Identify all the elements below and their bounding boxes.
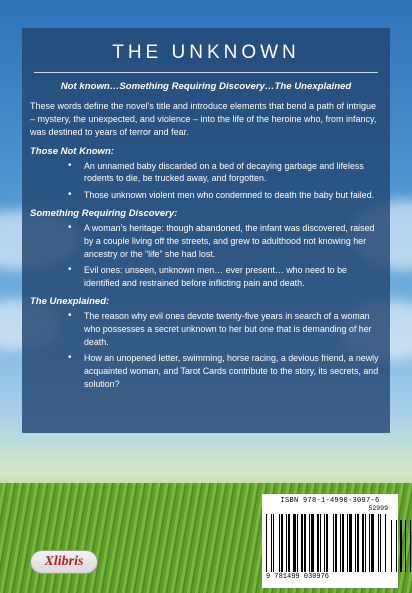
barcode-bar	[275, 514, 278, 572]
barcode-bar	[403, 520, 404, 572]
barcode-bar	[391, 520, 392, 572]
barcode-bar	[266, 514, 267, 572]
barcode-bar	[357, 514, 359, 572]
isbn-number: ISBN 978-1-4990-3097-6	[280, 497, 380, 505]
barcode-bar	[307, 514, 308, 572]
barcode-bar	[342, 514, 344, 572]
barcode-bar	[345, 514, 346, 572]
title-divider	[34, 72, 378, 73]
barcode-bar	[299, 514, 300, 572]
section-heading: Something Requiring Discovery:	[30, 208, 178, 219]
list-item: • The reason why evil ones devote twenty-five years in search of a woman who possesses a secret unknown to her but one that is demanding of her death.	[84, 310, 382, 348]
barcode-bar	[279, 514, 280, 572]
barcode-bar	[410, 520, 411, 572]
barcode-bar	[291, 514, 292, 572]
barcode-bar	[375, 514, 377, 572]
isbn-barcode	[262, 494, 398, 588]
barcode-bar	[304, 514, 306, 572]
barcode-bar	[324, 514, 325, 572]
barcode-bar	[362, 514, 364, 572]
barcode-bar	[369, 514, 370, 572]
barcode-bar	[347, 514, 348, 572]
barcode-digits: 9 781499 030976	[266, 573, 330, 581]
section-list	[30, 310, 382, 391]
barcode-bars	[266, 514, 394, 572]
barcode-bar	[315, 514, 316, 572]
main-barcode	[266, 514, 387, 572]
section-list	[30, 222, 382, 290]
barcode-bar	[284, 514, 285, 572]
barcode-bar	[400, 520, 402, 572]
price-code: 52999	[368, 505, 388, 512]
barcode-bar	[317, 514, 319, 572]
list-item: • Those unknown violent men who condemned to death the baby but failed.	[84, 189, 382, 202]
list-item: • Evil ones: unseen, unknown men… ever present… who need to be identified and restrained before inflicting pain and death.	[84, 264, 382, 290]
barcode-bar	[326, 514, 328, 572]
barcode-bar	[393, 520, 395, 572]
barcode-bar	[378, 514, 379, 572]
barcode-bar	[385, 514, 386, 572]
barcode-bar	[329, 514, 332, 572]
barcode-bar	[297, 514, 298, 572]
section-heading: The Unexplained:	[30, 295, 110, 307]
barcode-bar	[380, 514, 381, 572]
list-item: • An unnamed baby discarded on a bed of decaying garbage and lifeless rodents to die, be trucked away, and forgotten.	[84, 160, 382, 186]
barcode-bar	[335, 514, 337, 572]
barcode-bar	[273, 514, 274, 572]
barcode-bar	[309, 514, 310, 572]
supplement-barcode	[391, 514, 412, 572]
section-list	[30, 160, 382, 202]
barcode-bar	[301, 514, 303, 572]
barcode-bar	[349, 514, 352, 572]
section-heading: Those Not Known:	[30, 145, 114, 157]
publisher-logo	[30, 550, 98, 574]
barcode-bar	[288, 514, 290, 572]
barcode-bar	[360, 514, 361, 572]
tagline: Not known…Something Requiring Discovery…The Unexplained	[60, 81, 352, 92]
back-cover-text-panel	[22, 28, 390, 433]
barcode-bar	[333, 514, 334, 572]
barcode-bar	[338, 514, 339, 572]
barcode-bar	[311, 514, 314, 572]
barcode-bar	[353, 514, 354, 572]
barcode-bar	[293, 514, 296, 572]
barcode-bar	[365, 514, 366, 572]
barcode-bar	[268, 514, 270, 572]
barcode-bar	[340, 514, 341, 572]
barcode-bar	[382, 514, 384, 572]
barcode-bar	[355, 514, 356, 572]
barcode-bar	[396, 520, 397, 572]
barcode-bar	[405, 520, 406, 572]
barcode-bar	[398, 520, 399, 572]
barcode-bar	[371, 514, 374, 572]
intro-paragraph: These words define the novel’s title and introduce elements that bend a path of intrigue – mystery, the unexpected, and violence – into the life of the heroine who, from infancy, was destined to years of terror and fear.	[30, 101, 377, 138]
list-item: • How an unopened letter, swimming, horse racing, a devious friend, a newly acquainted woman, and Tarot Cards contribute to the story, its secrets, and solution?	[84, 352, 382, 390]
publisher-logo-text: Xlibris	[44, 554, 84, 569]
barcode-bar	[271, 514, 272, 572]
barcode-bar	[407, 520, 409, 572]
barcode-bar	[286, 514, 287, 572]
barcode-bar	[281, 514, 283, 572]
barcode-bar	[367, 514, 368, 572]
book-title: THE UNKNOWN	[112, 42, 300, 63]
barcode-bar	[322, 514, 323, 572]
list-item: • A woman’s heritage: though abandoned, the infant was discovered, raised by a couple living off the streets, and grew to adulthood not knowing her ancestry or the “life” she had lost.	[84, 222, 382, 260]
barcode-bar	[320, 514, 321, 572]
